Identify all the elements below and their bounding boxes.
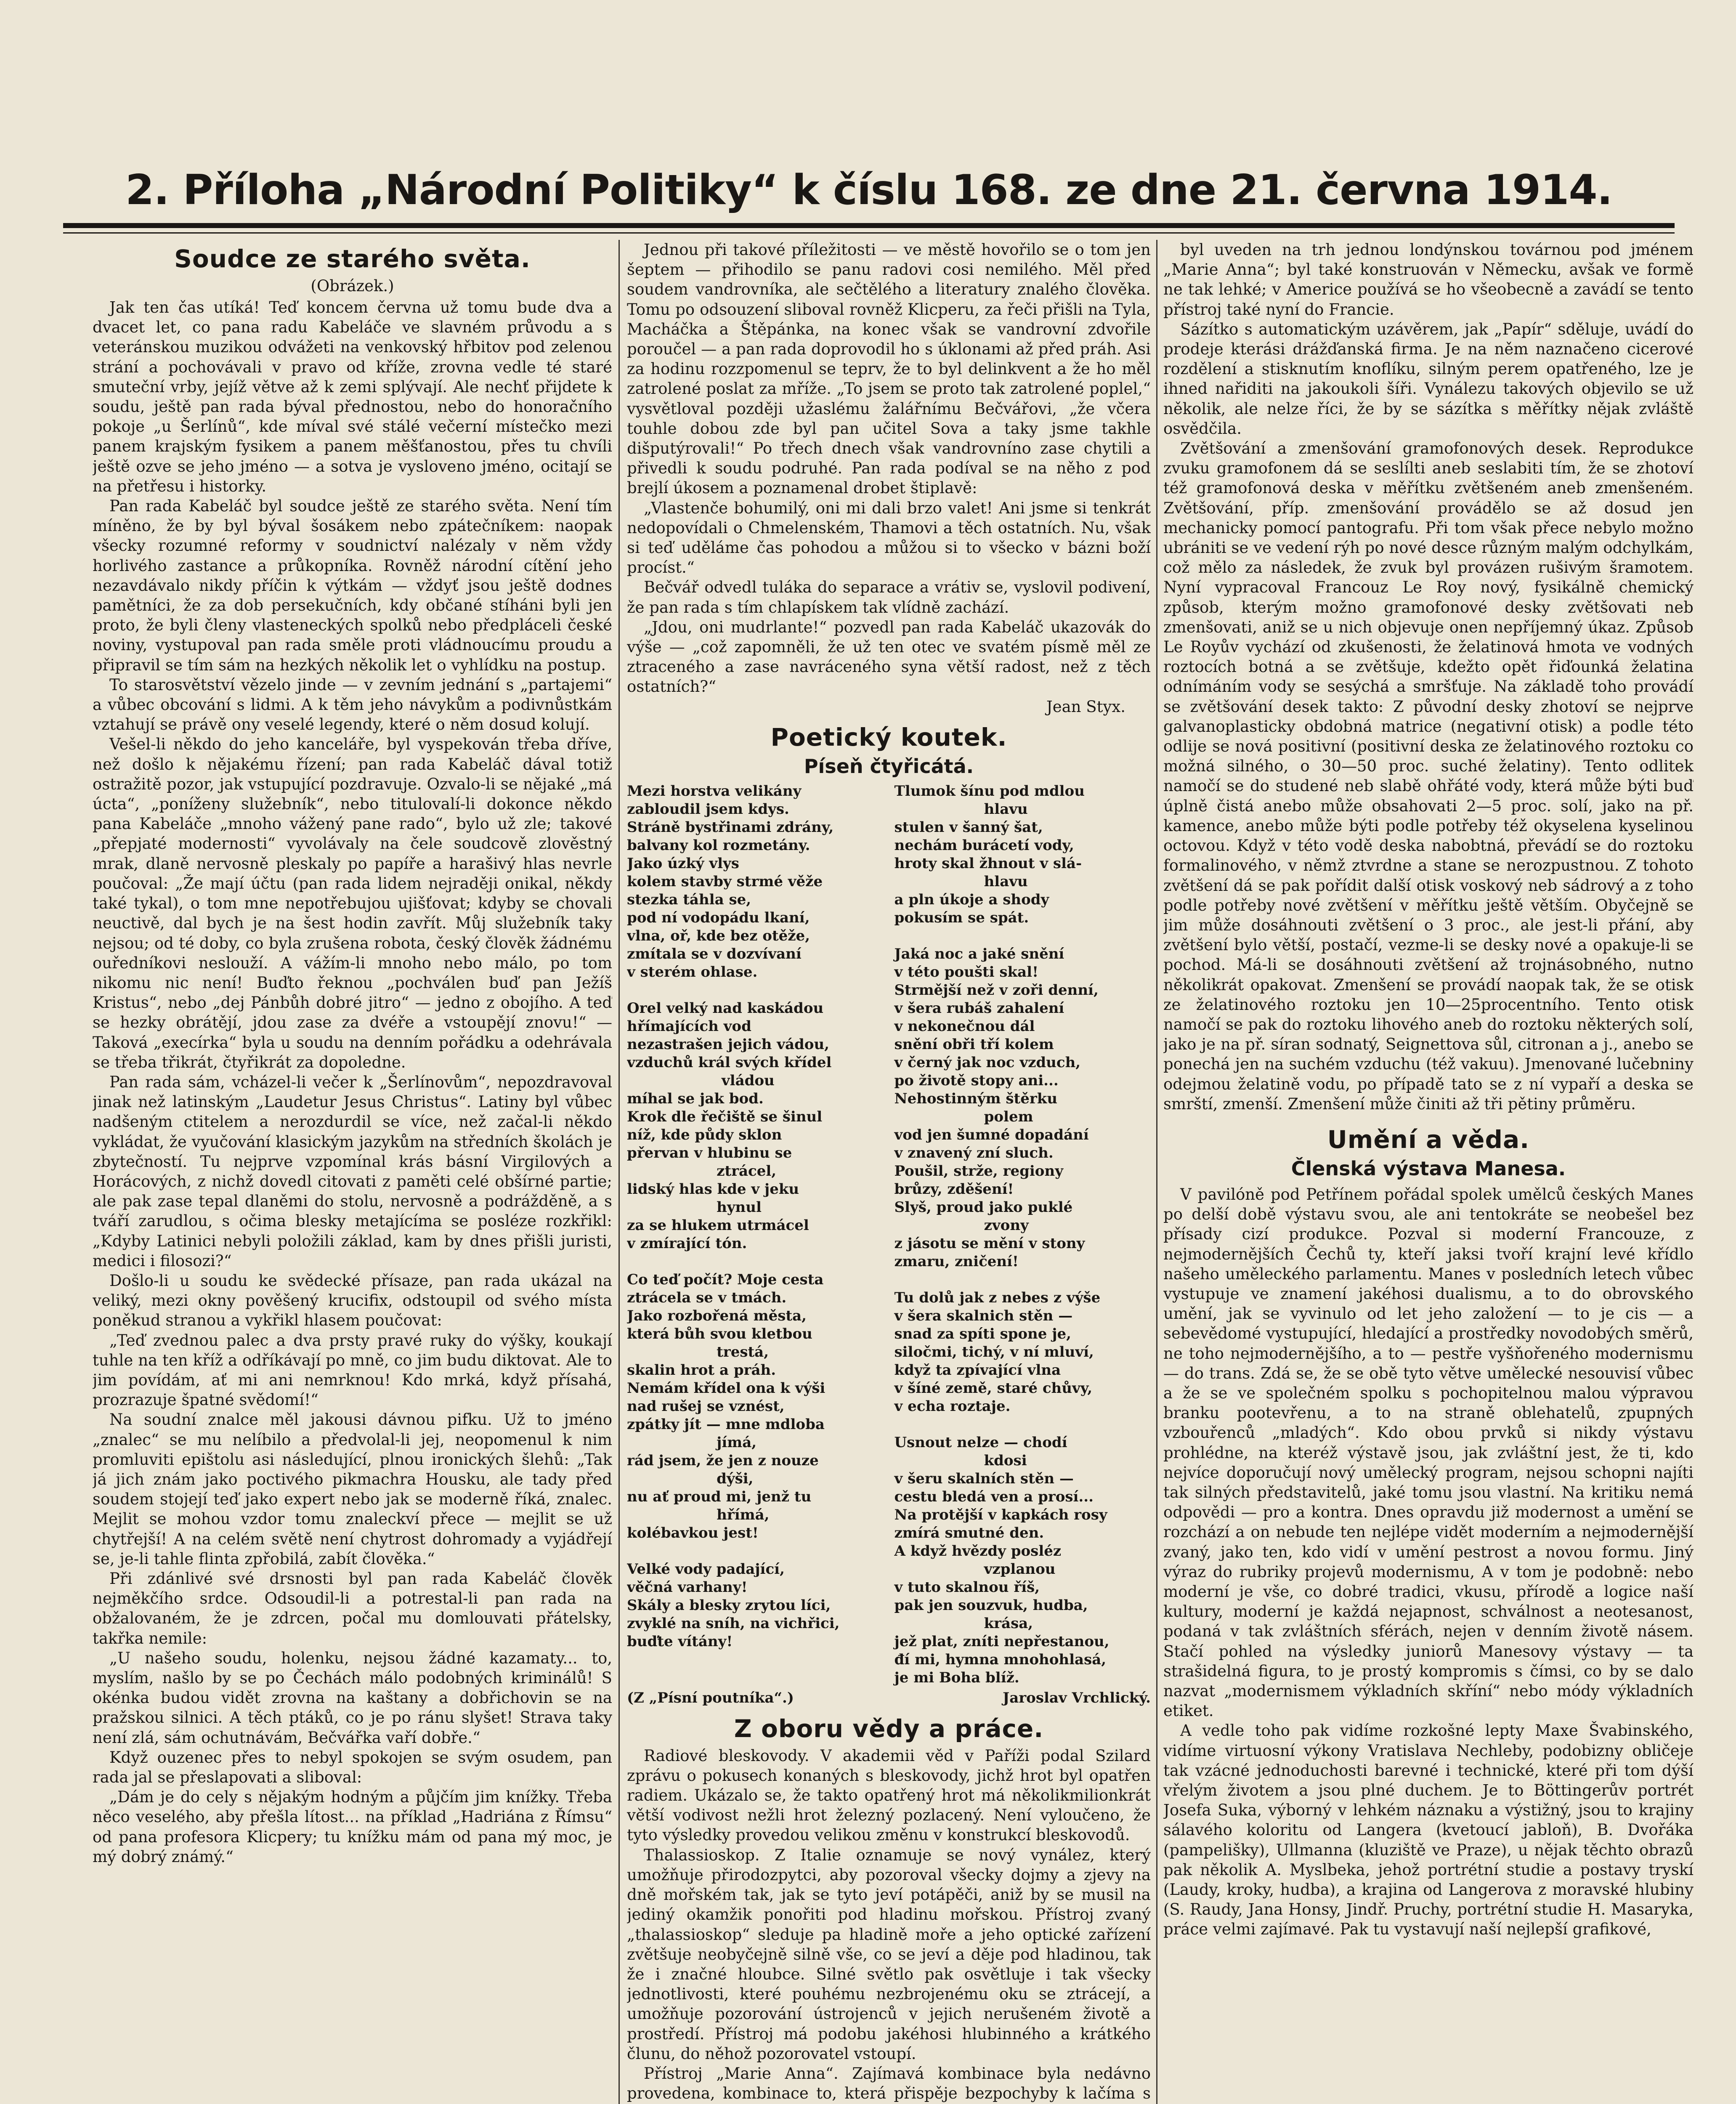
column-divider xyxy=(618,240,620,2104)
paragraph: Na soudní znalce měl jakousi dávnou pifku. Už to jméno „znalec“ se mu nelíbilo a předvolal-li jej, neopomenul k nim promluviti epištolu asi následující, plnou ironických šlehů: „Tak já jich znám jako poctivého pikmachra Housku, ale tady před soudem stojejí teď jako expert nebo jak se moderně říká, znalec. Mejlit se mohou vzdor tomu znaleckví přece — mejlit se už chytřejší! A na celém světě není chytrost dohromady a vyjádřejí se, je-li tahle flinta zpřobilá, zabít člověka.“ xyxy=(93,1411,612,1568)
paragraph: Když ouzenec přes to nebyl spokojen se svým osudem, pan rada jal se přeslapovati a sliboval: xyxy=(93,1748,612,1787)
paragraph: V pavilóně pod Petřínem pořádal spolek umělců českých Manes po delší době výstavu svou, ale ani tentokráte se neobešel bez přísady cizí produkce. Pozval si moderní Francouze, z nejmodernějších Čechů ty, kteří jaksi tvoří krajní levé křídlo našeho uměleckého parlamentu. Manes v posledních letech vůbec vystupuje ve znamení jakéhosi dualismu, a to do obrovského umění, jak se vyvinulo od let jeho založení — to je cis — a sebevědomé vystupující, hledající a prostředky novodobých směrů, ne toho nejmodernějšího, a to — pestře vyšňořeného modernismu — do trans. Zdá se, že se obě tyto větve umělecké nesouvisí vůbec a že se ve společném spolku s pochopitelnou malou výpravou branku pootevřenu, a to na straně oblehatelů, zpupných vzbouřenců „mladých“. Kdo obou prvků si nikdy výstavu prohlédne, na kteréž výstavě jsou, jak zvláštní jest, že ti, kdo nejvíce doporučují nový umělecký program, nejsou schopni najíti tak silných představitelů, jaké tomu jsou vlastní. Na kritiku nemá odpovědi — pro a kontra. Dnes opravdu již modernost a umění se rozchází a on nebude ten nejlépe vidět moderním a nejmodernější zvaný, jako ten, kdo vidí v umění pestrost a novou formu. Jiný výraz do rubriky projevů modernismu, A v tom je podobně: nebo moderní je vše, co dobré tradici, vkusu, přírodě a logice naší kultury, moderní je každá nejapnost, schválnost a neotesanost, podaná v tak zvláštních sférách, nejen v denním životě násem. Stačí pohled na výsledky juniorů Manesovy výstavy — ta strašidelná figura, to je prostý kompromis s čímsi, co by se dalo nazvat „modernismem výkladních skříní“ nebo módy výkladních etiket. xyxy=(1163,1185,1694,1720)
poet-name: Jaroslav Vrchlický. xyxy=(1003,1689,1151,1706)
paragraph: „Dám je do cely s nějakým hodným a půjčím jim knížky. Třeba něco veselého, aby přešla lítost... na příklad „Hadriána z Římsu“ od pana profesora Klicpery; tu knížku mám od pana mý moc, je mý dobrý známý.“ xyxy=(93,1788,612,1866)
paragraph: To starosvětství vězelo jinde — v zevním jednání s „partajemi“ a vůbec obcování s lidmi. A k těm jeho návykům a podivnůstkám vztahují se právě ony veselé legendy, které o něm dosud kolují. xyxy=(93,675,612,734)
paragraph: „U našeho soudu, holenku, nejsou žádné kazamaty... to, myslím, našlo by se po Čechách málo podobných kriminálů! S okénka budou vidět zrovna na kaštany a dobřichovin se na pražskou silnici. A těch ptáků, co je po ránu slyšet! Strava taky není zlá, sám ochutnávám, Bečvářka vaří dobře.“ xyxy=(93,1649,612,1747)
poem-title: Píseň čtyřicátá. xyxy=(804,754,974,778)
paragraph: Sázítko s automatickým uzávěrem, jak „Papír“ sděluje, uvádí do prodeje kterási drážďanská firma. Je na něm naznačeno cicerové rozdělení a stisknutím knoflíku, silným perem opatřeného, lze je ihned nařiditi na jakoukoli šíři. Vynálezu takových objevilo se už několik, ale nelze říci, že by se sázítka s měřítky nějak zvláště osvědčila. xyxy=(1163,320,1694,438)
paragraph: „Vlastenče bohumilý, oni mi dali brzo valet! Ani jsme si tenkrát nedopovídali o Chmelenském, Thamovi a těch ostatních. Nu, však si teď uděláme čas pohodou a můžou si to všecko v bázni boží procíst.“ xyxy=(627,499,1151,577)
column-3 xyxy=(1163,240,1694,2104)
paragraph: Pan rada Kabeláč byl soudce ještě ze starého světa. Není tím míněno, že by byl býval šosákem nebo zpátečníkem: naopak všecky rozumné reformy v soudnictví nalézaly v něm vždy horlivého zastance a průkopníka. Rovněž národní cítění jeho nezavdávalo nikdy příčin k výtkám — vždyť jsou ještě dodnes pamětníci, že za dob persekučních, kdy občané stíháni byli jen proto, že byli členy vlasteneckých spolků nebo předpláceli české noviny, vystupoval pan rada směle proti vládnoucímu proudu a připravil se tím sám na hezkých několik let o vyhlídku na postup. xyxy=(93,497,612,674)
paragraph: byl uveden na trh jednou londýnskou továrnou pod jménem „Marie Anna“; byl také konstruován v Německu, avšak ve formě ne tak lehké; v Americe používá se ho všeobecně a zavádí se tento přístroj také nyní do Francie. xyxy=(1163,241,1694,319)
article-subtitle: (Obrázek.) xyxy=(311,277,394,295)
article-subtitle: Členská výstava Manesa. xyxy=(1291,1157,1566,1180)
poem-text: Mezi horstva velikány zabloudil jsem kdys. Stráně bystřinami zdrány, balvany kol rozmetány. Jako úzký vlys kolem stavby strmé věže stezka táhla se, pod ní vodopádu lkaní, vlna, oř, kde bez otěže, zmítala se v dozvívaní v sterém ohlase. Orel velký nad kaskádou hřímajících vod nezastrašen jejich vádou, vzduchů král svých křídel vládou míhal se jak bod. Krok dle řečiště se šinul níž, kde půdy sklon přervan v hlubinu se ztrácel, lidský hlas kde v jeku hynul za se hlukem utrmácel v zmírající tón. Co teď počít? Moje cesta ztrácela se v tmách. Jako rozbořená města, která bůh svou kletbou trestá, skalin hrot a práh. Nemám křídel ona k výši nad rušej se vznést, zpátky jít — mne mdloba jímá, rád jsem, že jen z nouze dýši, nu ať proud mi, jenž tu hřímá, kolébavkou jest! Velké vody padající, věčná varhany! Skály a blesky zrytou líci, zvyklé na sníh, na vichřici, buďte vítány! xyxy=(627,782,840,1650)
spacer xyxy=(1163,1114,1694,1121)
column-1 xyxy=(93,240,612,2104)
section-title: Poetický koutek. xyxy=(770,723,1007,752)
paragraph: Radiové bleskovody. V akademii věd v Paříži podal Szilard zprávu o pokusech konaných s bleskovody, jichž hrot byl opatřen radiem. Ukázalo se, že takto opatřený hrot má několikmilionkrát větší vodivost nežli hrot železný pozlacený. Není vyloučeno, že tyto výsledky provedou velikou změnu v konstrukcí bleskovodů. xyxy=(627,1746,1151,1844)
author-signature: Jean Styx. xyxy=(1046,697,1125,716)
paragraph: A vedle toho pak vidíme rozkošné lepty Maxe Švabinského, vidíme virtuosní výkony Vratislava Nechleby, podobizny obličeje tak vzácné jednoduchosti barevné i technické, které při tom dýší vřelým životem a jsou plné duchem. Je to Böttingerův portrét Josefa Suka, výborný v lehkém náznaku a výstižný, jsou to krajiny sálavého koloritu od Langera (kvetoucí jabloň), B. Dvořáka (pampelišky), Ullmanna (kluziště ve Praze), u nějak těchto obrazů pak několik A. Myslbeka, jehož portrétní studie a postavy tryskí (Laudy, kroky, hudba), a krajina od Langerova z moravské hlubiny (S. Raudy, Jana Honsy, Jindř. Pruchy, portrétní studie H. Masaryka, práce velmi zajímavé. Pak tu vystavují naší nejlepší grafikové, xyxy=(1163,1721,1694,1939)
paragraph: Zvětšování a zmenšování gramofonových desek. Reprodukce zvuku gramofonem dá se seslílti aneb seslabiti tím, že se zhotoví též gramofonová deska v měřítku zvětšeném aneb zmenšeném. Zvětšování, příp. zmenšování provádělo se až dosud jen mechanicky pomocí pantografu. Při tom však přece nebylo možno ubrániti se ve vedení rýh po nové desce různým malým odchylkám, což mělo za následek, že zvuk byl provázen rušivým šramotem. Nyní vypracoval Francouz Le Roy nový, fysikálně chemický způsob, kterým možno gramofonové desky zvětšovati neb zmenšovati, aniž se u nich objevuje onen nepříjemný úkaz. Způsob Le Royův vychází od zkušenosti, že želatinová hmota ve vodných roztocích botná a se zvětšuje, kdežto opět řiďounká želatina odnímáním vody se sesýchá a smršťuje. Na základě toho provádí se zvětšování desek takto: Z původní desky zhotoví se nejprve galvanoplasticky obdobná matrice (negativní otisk) a podle této odlije se nová positivní (positivní deska ze želatinového roztoku co možná silného, o 30—50 proc. suché želatiny). Tento odlitek namočí se do studené neb slabě ohřáté vody, která může býti buď úplně čistá anebo může obsahovati 2—5 proc. solí, jako na př. kamence, anebo může býti podle potřeby též okyselena kyselinou octovou. Když v této vodě deska nabobtná, převádí se do roztoku formalinového, v němž ztvrdne a stane se nerozpustnou. Z tohoto zvětšení dá se pak pořídit další otisk voskový neb sádrový a z toho podle potřeby nové zvětšení v měřítku ještě větším. Obyčejně se jim může dosáhnouti zvětšení o 3 proc., ale jest-li přání, aby zvětšení bylo větší, postačí, vezme-li se desky nové a opakuje-li se pochod. Má-li se dosáhnouti zvětšení až trojnásobného, nutno několikrát opakovat. Zmenšení se provádí naopak tak, že se otisk ze želatinového roztoku jen 10—25procentního. Tento otisk namočí se pak do roztoku lihového aneb do roztoku některých solí, jako je na př. síran sodnatý, Seignettova sůl, citronan a j., anebo se ponechá jen na suchém vzduchu (též vakuu). Jmenované lučebniny odejmou želatině vodu, po případě tato se z ní vypaří a deska se smrští, zmenší. Zmenšení může činiti až tři pětiny průměru. xyxy=(1163,439,1694,1113)
paragraph: Jak ten čas utíká! Teď koncem června už tomu bude dva a dvacet let, co pana radu Kabeláče ve slavném průvodu a s veteránskou muzikou odvážeti na venkovský hřbitov pod zelenou strání a pochovávali v pravo od kříže, zrovna vedle té staré smuteční vrby, jejíž větve až k zemi splývají. Ale nechť přijdete k soudu, ještě pan rada býval přednostou, nebo do honoračního pokoje „u Šerlínů“, kde míval své stálé večerní místečko mezi panem krajským fysikem a panem měšťanostou, přes tu chvíli ještě ozve se jeho jméno — a sotva je vysloveno jméno, ocitají se na přetřesu i historky. xyxy=(93,298,612,495)
column-2 xyxy=(627,240,1151,2104)
poem-column-left xyxy=(627,782,884,1687)
column-divider xyxy=(1156,240,1157,2104)
poem-source: (Z „Písní poutníka“.) xyxy=(627,1689,794,1706)
paragraph: Při zdánlivé své drsnosti byl pan rada Kabeláč člověk nejměkčího srdce. Odsoudil-li a potrestal-li pan rada na obžalovaném, že je zdrcen, počal mu domlouvati přátelsky, takřka nemile: xyxy=(93,1570,612,1647)
page-header: 2. Příloha „Národní Politiky“ k číslu 168. ze dne 21. června 1914. xyxy=(125,166,1612,214)
article-title: Soudce ze starého světa. xyxy=(174,244,531,273)
poem-attribution xyxy=(627,1690,1151,1706)
paragraph: „Teď zvednou palec a dva prsty pravé ruky do výšky, koukají tuhle na ten kříž a odříkávají po mně, co jim budu diktovat. Ale to jim povídám, ať mi ani nemrknou! Kdo mrká, když přísahá, prozrazuje špatné svědomí!“ xyxy=(93,1331,612,1409)
section-title: Umění a věda. xyxy=(1327,1125,1530,1154)
paragraph: Bečvář odvedl tuláka do separace a vrátiv se, vyslovil podivení, že pan rada s tím chlapískem tak vlídně zachází. xyxy=(627,578,1151,616)
poem-column-right xyxy=(895,782,1151,1687)
paragraph: Thalassioskop. Z Italie oznamuje se nový vynález, který umožňuje přirodozpytci, aby pozoroval všecky dojmy a zjevy na dně mořském tak, jak se tyto jeví potápěči, aniž by se musil na jediný okamžik ponořiti pod hladinu mořskou. Přístroj zvaný „thalassioskop“ sleduje pa hladině moře a jeho optické zařízení zvětšuje neobyčejně silně vše, co se jeví a děje pod hladinou, tak že i značné hloubce. Silné světlo pak osvětluje i tak všecky jednotlivosti, které pouhému nezbrojenému oku se ztrácejí, a umožňuje pozorování ústrojenců v jejich nerušeném životě a prostředí. Přístroj má podobu jakéhosi hlubinného a krátkého člunu, do něhož pozorovatel vstoupí. xyxy=(627,1846,1151,2063)
paragraph: Vešel-li někdo do jeho kanceláře, byl vyspekován třeba dříve, než došlo k nějakému řízení; pan rada Kabeláč dával totiž ostražitě pozor, jak vstupující pozdravuje. Ozvalo-li se nějaké „má úcta“, „poníženy služebník“, nebo titulovalí-li dokonce někdo pana Kabeláče „mnoho vážený pane rado“, bylo už zle; takové „přepjaté modernosti“ vyvolávaly na čele soudcově zlověstný mrak, dlaně nervosně pleskaly po papíře a harašivý hlas nevrle poučoval: „Že mají účtu (pan rada lidem nejraději onikal, někdy také tykal), o tom mne nepotřebujou ujišťovat; kdyby se chovali neuctivě, dal bych je na šest hodin zavřít. Můj služebník taky nejsou; od té doby, co byla zrušena robota, český člověk žádnému ouředníkovi neslouží. A vážím-li mnoho nebo málo, po tom nikomu nic není! Buďto řeknou „pochválen buď pan Ježíš Kristus“, nebo „dej Pánbůh dobré jitro“ — jedno z obojího. A teď se hezky obrátějí, jdou zase za dvéře a vstoupějí znovu!“ — Taková „execírka“ byla u soudu na denním pořádku a odehrávala se třeba třikrát, čtyřikrát za dopoledne. xyxy=(93,735,612,1071)
header-rule xyxy=(63,223,1675,228)
paragraph: Přístroj „Marie Anna“. Zajímavá kombinace byla nedávno provedena, kombinace to, která přispěje bezpochyby k lačíma s xyxy=(627,2064,1151,2103)
poem-text: Tlumok šínu pod mdlou hlavu stulen v šanný šat, nechám burácetí vody, hroty skal žhnout v slá- hlavu a pln úkoje a shody pokusím se spát. Jaká noc a jaké snění v této poušti skal! Strmější než v zoři denní, v šera rubáš zahalení v nekonečnou dál snění obři tří kolem v černý jak noc vzduch, po životě stopy ani... Nehostinným štěrku polem vod jen šumné dopadání v znavený zní sluch. Poušil, strže, regiony brůzy, zděšení! Slyš, proud jako puklé zvony z jásotu se mění v stony zmaru, zničení! Tu dolů jak z nebes z výše v šera skalnich stěn — snad za spíti spone je, siločmi, tichý, v ní mluví, když ta zpívající vlna v šíné země, staré chůvy, v echa roztaje. Usnout nelze — chodí kdosi v šeru skalních stěn — cestu bledá ven a prosí... Na protější v kapkách rosy zmírá smutné den. A když hvězdy posléz vzplanou v tuto skalnou říš, pak jen souzvuk, hudba, krása, jež plat, zníti nepřestanou, đí mi, hymna mnohohlasá, je mi Boha blíž. xyxy=(894,782,1110,1686)
paragraph: Pan rada sám, vcházel-li večer k „Šerlínovům“, nepozdravoval jinak než latinským „Laudetur Jesus Christus“. Latiny byl vůbec nadšeným ctitelem a nerozdurdil se více, než začal-li někdo vykládat, že vyučování klasickým jazykům na středních školách je zbytečností. Tu nejprve vzpomínal krás básní Virgilových a Horácových, z nichž dovedl citovati z paměti celé obšírné partie; ale pak zase tepal dlaněmi do stolu, nervosně a podrážděně, a s tváří zarudlou, s očima blesky metajícíma se posléze rozkřikl: „Kdyby Latinici nebyli položili základ, kam by dnes přišli juristi, medici i filosozi?“ xyxy=(93,1073,612,1270)
section-title: Z oboru vědy a práce. xyxy=(734,1714,1044,1743)
header-rule-thin xyxy=(63,232,1675,234)
paragraph: Došlo-li u soudu ke svědecké přísaze, pan rada ukázal na veliký, mezi okny pověšený krucifix, odstoupil od svého místa poněkud stranou a vykřikl hlasem poučovat: xyxy=(93,1271,612,1330)
paragraph: Jednou při takové příležitosti — ve městě hovořilo se o tom jen šeptem — přihodilo se panu radovi cosi nemilého. Měl před soudem vandrovníka, ale sečtělého a literatury znalého člověka. Tomu po odsouzení sliboval rovněž Klicperu, za řeči přišli na Tyla, Macháčka a Štěpánka, na konec však se vandrovní zdvořile poroučel — a pan rada doprovodil ho s úklonami až před práh. Asi za hodinu rozzpomenul se teprv, že to byl delinkvent a že ho měl zatrolené poslat za mříže. „To jsem se proto tak zatrolené poplel,“ vysvětloval později užaslému žalářnímu Bečvářovi, „že včera touhle dobou zde byl pan učitel Sova a taky jsme takhle dišputýrovali!“ Po třech dnech však vandrovníno zase chytili a přivedli k soudu podruhé. Pan rada podíval se na něho z pod brejlí úkosem a poznamenal drobet štiplavě: xyxy=(627,241,1151,497)
paragraph: „Jdou, oni mudrlante!“ pozvedl pan rada Kabeláč ukazovák do výše — „což zapomněli, že už ten otec ve svatém písmě měl ze ztraceného a zase navráceného syna větší radost, než z těch ostatních?“ xyxy=(627,618,1151,696)
poem-body xyxy=(627,782,1151,1687)
